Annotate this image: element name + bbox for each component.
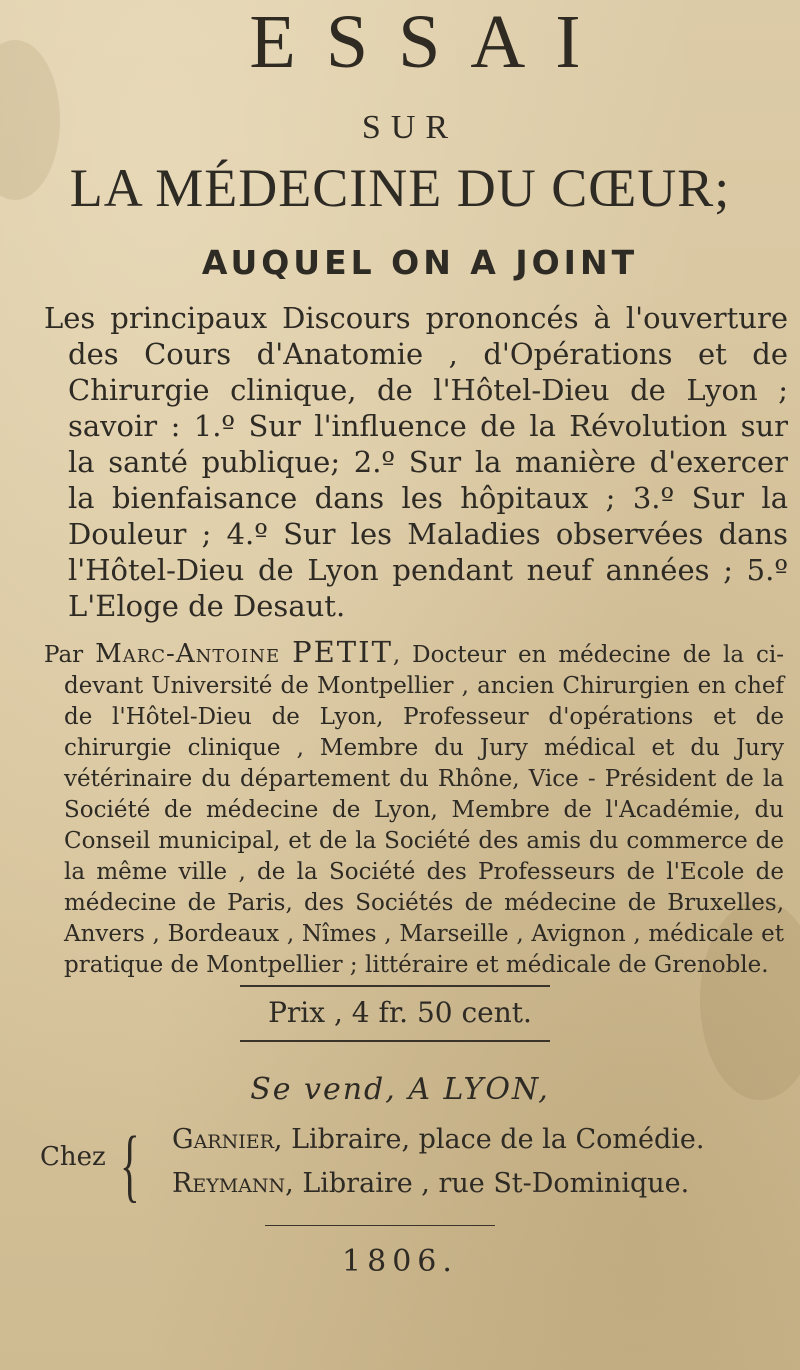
seller-name: Reymann (172, 1168, 286, 1199)
author-last-name: PETIT (292, 635, 393, 669)
chez-label: Chez (40, 1142, 106, 1172)
book-subtitle: LA MÉDECINE DU CŒUR; (69, 158, 731, 218)
sellers-block (40, 1120, 780, 1220)
divider-rule (240, 1040, 550, 1042)
discours-paragraph: Les principaux Discours prononcés à l'ouverture des Cours d'Anatomie , d'Opérations et de Chirurgie clinique, de l'Hôtel-Dieu de Lyon ; savoir : 1.º Sur l'influence de la Révolution sur la santé publique; 2.º Sur la manière d'exercer la bienfaisance dans les hôpitaux ; 3.º Sur la Douleur ; 4.º Sur les Maladies observées dans l'Hôtel-Dieu de Lyon pendant neuf années ; 5.º L'Eloge de Desaut. (44, 301, 788, 623)
title-preposition: SUR (361, 109, 459, 146)
author-paragraph (44, 637, 784, 981)
author-first-name: Marc-Antoine (95, 639, 281, 669)
publication-year: 1806. (342, 1244, 458, 1279)
divider-rule (240, 985, 550, 987)
seller-name: Garnier (172, 1124, 274, 1155)
brace-icon: { (120, 1119, 140, 1210)
joint-heading: AUQUEL ON A JOINT (201, 243, 639, 282)
book-title: ESSAI (249, 0, 611, 84)
author-par: Par (44, 642, 84, 668)
divider-rule (265, 1225, 495, 1226)
seller-address: , Libraire, place de la Comédie. (273, 1124, 705, 1155)
sale-location: Se vend, A LYON, (250, 1072, 550, 1107)
author-credentials: , Docteur en médecine de la ci-devant Université de Montpellier , ancien Chirurgien en chef de l'Hôtel-Dieu de Lyon, Professeur d'opérations et de chirurgie clinique , Membre du Jury médical et du Jury vétérinaire du département du Rhône, Vice - Président de la Société de médecine de Lyon, Membre de l'Académie, du Conseil municipal, et de la Société des amis du commerce de la même ville , de la Société des Professeurs de l'Ecole de médecine de Paris, des Sociétés de médecine de Bruxelles, Anvers , Bordeaux , Nîmes , Marseille , Avignon , médicale et pratique de Montpellier ; littéraire et médicale de Grenoble. (64, 642, 785, 978)
seller-address: , Libraire , rue St-Dominique. (285, 1168, 690, 1199)
seller-garnier (172, 1124, 704, 1155)
price: Prix , 4 fr. 50 cent. (268, 996, 532, 1029)
seller-reymann (172, 1168, 689, 1199)
